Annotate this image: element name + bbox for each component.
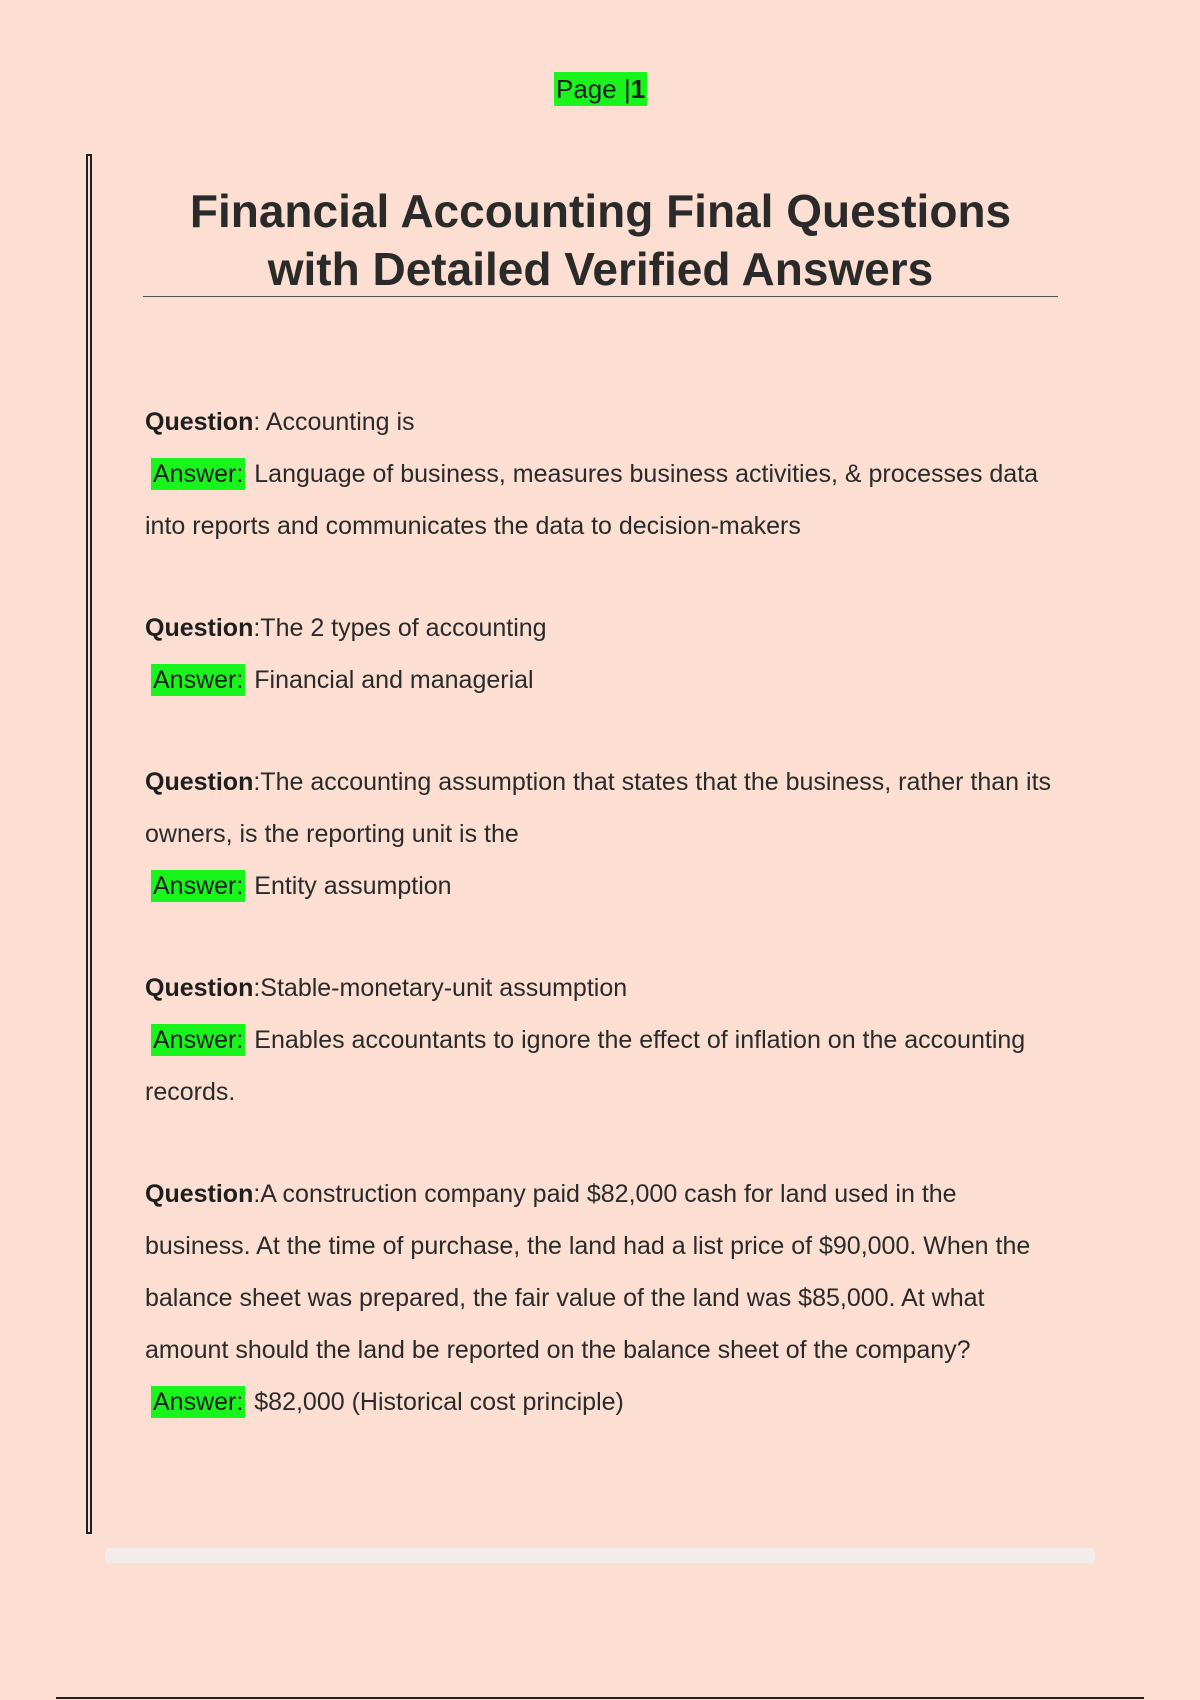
question-text: The accounting assumption that states that the business, rather than its owners, is the reporting unit is the [145, 768, 1052, 848]
question-separator: : [253, 614, 261, 642]
title-underline [143, 296, 1058, 297]
answer-label: Answer: [153, 460, 244, 488]
page-number: 1 [630, 74, 646, 104]
question-line [145, 962, 1065, 1014]
question-line [145, 396, 1065, 448]
page-text: Page | [556, 74, 631, 104]
answer-text: Language of business, measures business activities, & processes data into reports and communicates the data to decision-makers [145, 460, 1039, 540]
answer-line [145, 1376, 1065, 1428]
answer-label: Answer: [153, 872, 244, 900]
title-line-2: with Detailed Verified Answers [267, 243, 934, 295]
answer-text: Entity assumption [254, 872, 452, 900]
question-text: Stable-monetary-unit assumption [260, 974, 628, 1002]
answer-label: Answer: [153, 666, 244, 694]
question-line [145, 756, 1065, 860]
qa-item [145, 756, 1065, 912]
question-text: A construction company paid $82,000 cash for land used in the business. At the time of purchase, the land had a list price of $90,000. When the balance sheet was prepared, the fair value of the land was $85,000. At what amount should the land be reported on the balance sheet of the company? [145, 1180, 1031, 1364]
qa-item [145, 1168, 1065, 1428]
left-border-bar [86, 154, 92, 1534]
question-label: Question [145, 1180, 254, 1208]
question-separator: : [253, 1180, 261, 1208]
question-line [145, 1168, 1065, 1376]
answer-label: Answer: [153, 1026, 244, 1054]
question-label: Question [145, 408, 254, 436]
question-label: Question [145, 974, 254, 1002]
question-text: Accounting is [265, 408, 415, 436]
title-line-1: Financial Accounting Final Questions [189, 185, 1012, 237]
question-separator: : [253, 974, 261, 1002]
qa-item [145, 396, 1065, 552]
question-label: Question [145, 768, 254, 796]
answer-text: Enables accountants to ignore the effect of inflation on the accounting records. [145, 1026, 1026, 1106]
answer-line [145, 654, 1065, 706]
question-text: The 2 types of accounting [260, 614, 547, 642]
bottom-rule [56, 1697, 1144, 1699]
footer-band [105, 1548, 1095, 1563]
question-separator: : [253, 408, 266, 436]
answer-text: Financial and managerial [254, 666, 534, 694]
answer-text: $82,000 (Historical cost principle) [254, 1388, 624, 1416]
answer-label: Answer: [153, 1388, 244, 1416]
qa-list [145, 396, 1065, 1478]
answer-line [145, 860, 1065, 912]
question-label: Question [145, 614, 254, 642]
document-title [143, 182, 1058, 298]
answer-line [145, 448, 1065, 552]
answer-line [145, 1014, 1065, 1118]
question-separator: : [253, 768, 261, 796]
qa-item [145, 602, 1065, 706]
question-line [145, 602, 1065, 654]
qa-item [145, 962, 1065, 1118]
page-number-label [554, 72, 647, 106]
